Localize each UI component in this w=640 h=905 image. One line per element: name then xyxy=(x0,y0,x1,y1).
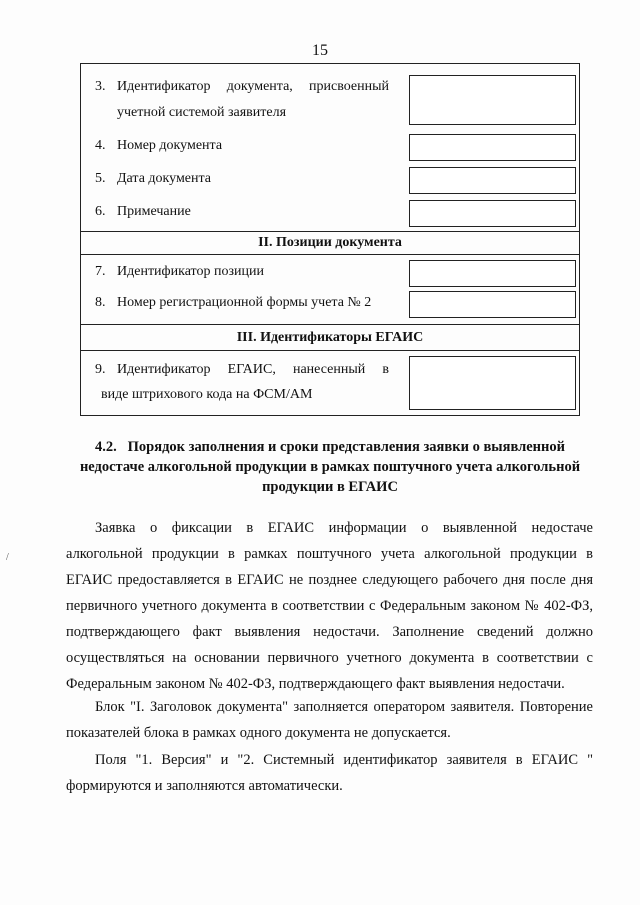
section-4-2-heading xyxy=(70,437,590,497)
section-header-egais-ids: III. Идентификаторы ЕГАИС xyxy=(81,324,579,351)
row-9-label-line2: виде штрихового кода на ФСМ/АМ xyxy=(101,387,313,402)
row-4-label: Номер документа xyxy=(117,138,223,153)
field-registration-form-number[interactable] xyxy=(409,291,576,318)
page-number: 15 xyxy=(312,42,328,59)
row-7-label: Идентификатор позиции xyxy=(117,264,264,279)
field-document-id[interactable] xyxy=(409,75,576,125)
paragraph-1-line-1: Заявка о фиксации в ЕГАИС информации о выявленной недостаче xyxy=(95,520,593,536)
paragraph-3-line-1: Поля "1. Версия" и "2. Системный идентификатор заявителя в ЕГАИС " xyxy=(95,752,593,768)
field-document-number[interactable] xyxy=(409,134,576,161)
row-5-label: Дата документа xyxy=(117,171,212,186)
row-5-number: 5. xyxy=(95,171,106,186)
row-8-number: 8. xyxy=(95,295,106,310)
section-header-positions: II. Позиции документа xyxy=(81,231,579,255)
row-8-label: Номер регистрационной формы учета № 2 xyxy=(117,295,372,310)
row-3-label-line1: Идентификатор документа, присвоенный xyxy=(117,79,389,94)
field-document-date[interactable] xyxy=(409,167,576,194)
field-egais-barcode-id[interactable] xyxy=(409,356,576,410)
row-6-number: 6. xyxy=(95,204,106,219)
row-4-number: 4. xyxy=(95,138,106,153)
paragraph-1-line-6: осуществляться на основании первичного учетного документа в соответствии с xyxy=(66,650,593,666)
row-9-label-line1: Идентификатор ЕГАИС, нанесенный в xyxy=(117,362,389,377)
row-6-label: Примечание xyxy=(117,204,191,219)
paragraph-3-line-2: формируются и заполняются автоматически. xyxy=(66,778,343,794)
field-position-id[interactable] xyxy=(409,260,576,287)
paragraph-1-line-5: подтверждающего факт выявления недостачи. Заполнение сведений должно xyxy=(66,624,593,640)
paragraph-1-line-4: первичного учетного документа в соответствии с Федеральным законом № 402-ФЗ, xyxy=(66,598,593,614)
paragraph-1-line-7: Федеральным законом № 402-ФЗ, подтверждающего факт выявления недостачи. xyxy=(66,676,565,692)
paragraph-2-line-1: Блок "I. Заголовок документа" заполняется оператором заявителя. Повторение xyxy=(95,699,593,715)
paragraph-2-line-2: показателей блока в рамках одного документа не допускается. xyxy=(66,725,451,741)
paragraph-1-line-3: ЕГАИС предоставляется в ЕГАИС не позднее следующего рабочего дня после дня xyxy=(66,572,593,588)
paragraph-1-line-2: алкогольной продукции в рамках поштучного учета алкогольной продукции в xyxy=(66,546,593,562)
row-7-number: 7. xyxy=(95,264,106,279)
heading-line-1: 4.2. Порядок заполнения и сроки представления заявки о выявленной xyxy=(95,439,565,455)
row-9-number: 9. xyxy=(95,362,106,377)
row-3-number: 3. xyxy=(95,79,106,94)
field-note[interactable] xyxy=(409,200,576,227)
form-table xyxy=(80,63,580,416)
heading-line-2: недостаче алкогольной продукции в рамках поштучного учета алкогольной xyxy=(79,459,581,475)
heading-line-3: продукции в ЕГАИС xyxy=(262,479,398,495)
margin-mark: / xyxy=(6,552,9,563)
row-3-label-line2: учетной системой заявителя xyxy=(117,105,287,120)
